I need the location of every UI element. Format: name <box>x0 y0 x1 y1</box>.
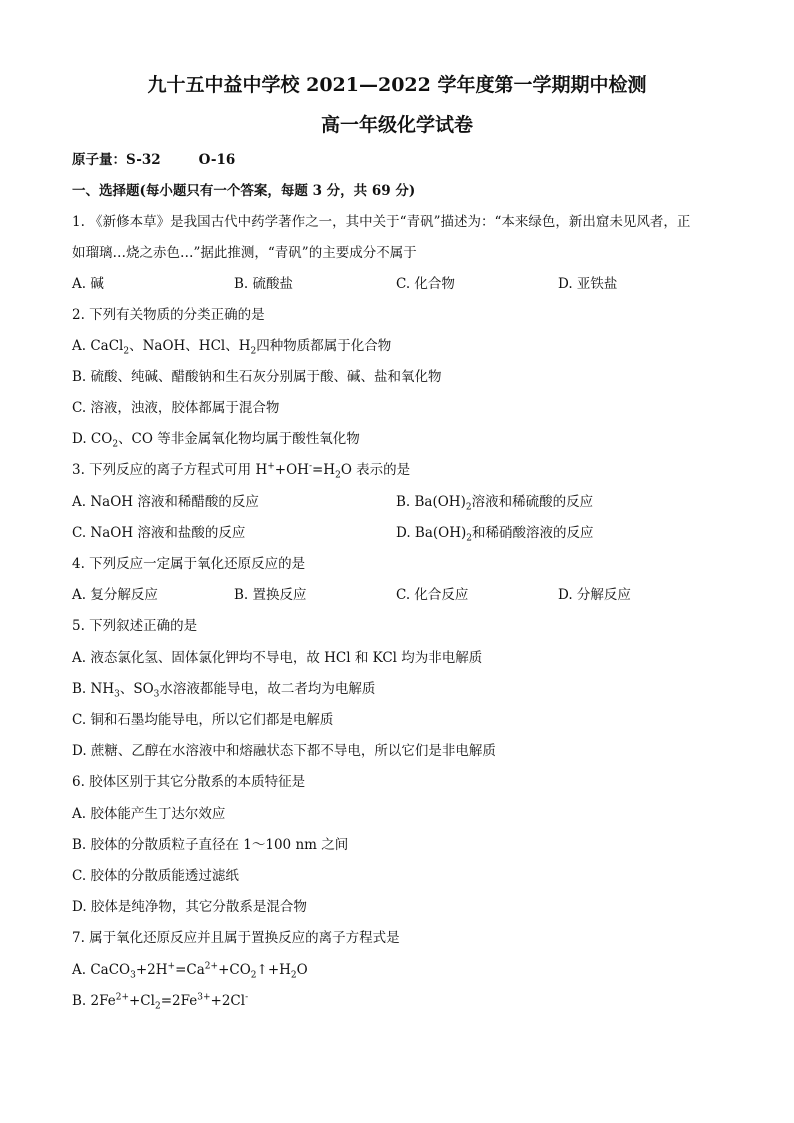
q6-option-d: D. 胶体是纯净物，其它分散系是混合物 <box>72 899 307 915</box>
q1-option-b: B. 硫酸盐 <box>234 276 294 292</box>
atomic-mass-o: O-16 <box>198 152 236 168</box>
q3-option-d: D. $Ba(OH)_2$和稀硝酸溶液的反应 <box>396 525 594 544</box>
q2-option-a: A. CaCl$_2$、NaOH、HCl、$H_2$四种物质都属于化合物 <box>72 338 392 357</box>
q1-option-c: C. 化合物 <box>396 276 455 292</box>
q1-stem-line2: 如瑠璃…烧之赤色…”据此推测，“青矾”的主要成分不属于 <box>72 245 417 261</box>
q6-stem: 6. 胶体区别于其它分散系的本质特征是 <box>72 774 306 790</box>
q5-option-d: D. 蔗糖、乙醇在水溶液中和熔融状态下都不导电，所以它们是非电解质 <box>72 743 496 759</box>
q2-option-c: C. 溶液，浊液，胶体都属于混合物 <box>72 400 280 416</box>
q3-stem: 3. 下列反应的离子方程式可用 $H^++OH^-=H_2O$ 表示的是 <box>72 461 411 481</box>
q6-option-b: B. 胶体的分散质粒子直径在 1～100 nm 之间 <box>72 837 349 853</box>
q4-stem: 4. 下列反应一定属于氧化还原反应的是 <box>72 556 306 572</box>
atomic-mass-line <box>72 150 235 170</box>
q7-option-a: A. $CaCO_3+2H^+=Ca^{2+}+CO_2↑+H_2O$ <box>72 961 308 981</box>
q3-option-c: C. NaOH 溶液和盐酸的反应 <box>72 525 246 541</box>
q4-option-a: A. 复分解反应 <box>72 587 158 603</box>
exam-subtitle: 高一年级化学试卷 <box>320 114 473 136</box>
q5-stem: 5. 下列叙述正确的是 <box>72 618 198 634</box>
q1-stem-line1: 1. 《新修本草》是我国古代中药学著作之一，其中关于“青矾”描述为：“本来绿色，新出窟未见风者，正 <box>72 214 691 230</box>
q4-option-d: D. 分解反应 <box>558 587 631 603</box>
atomic-mass-s: 原子量：S-32 <box>72 152 161 168</box>
q4-option-b: B. 置换反应 <box>234 587 307 603</box>
section-heading: 一、选择题(每小题只有一个答案，每题 3 分，共 69 分) <box>72 183 416 199</box>
q2-stem: 2. 下列有关物质的分类正确的是 <box>72 307 265 323</box>
q7-option-b: B. $2Fe^{2+}+Cl_2=2Fe^{3+}+2Cl^-$ <box>72 992 249 1012</box>
q2-option-d: D. $CO_2$、CO 等非金属氧化物均属于酸性氧化物 <box>72 431 360 450</box>
q6-option-c: C. 胶体的分散质能透过滤纸 <box>72 868 239 884</box>
exam-title: 九十五中益中学校 2021—2022 学年度第一学期期中检测 <box>147 74 647 96</box>
q3-option-b: B. $Ba(OH)_2$溶液和稀硫酸的反应 <box>396 494 594 513</box>
q2-option-b: B. 硫酸、纯碱、醋酸钠和生石灰分别属于酸、碱、盐和氧化物 <box>72 369 442 385</box>
q5-option-b: B. $NH_3$、$SO_3$水溶液都能导电，故二者均为电解质 <box>72 681 376 700</box>
q6-option-a: A. 胶体能产生丁达尔效应 <box>72 806 226 822</box>
q7-stem: 7. 属于氧化还原反应并且属于置换反应的离子方程式是 <box>72 930 400 946</box>
q1-option-d: D. 亚铁盐 <box>558 276 618 292</box>
q5-option-c: C. 铜和石墨均能导电，所以它们都是电解质 <box>72 712 334 728</box>
q1-option-a: A. 碱 <box>72 276 104 292</box>
q4-option-c: C. 化合反应 <box>396 587 469 603</box>
q3-option-a: A. NaOH 溶液和稀醋酸的反应 <box>72 494 259 510</box>
q5-option-a: A. 液态氯化氢、固体氯化钾均不导电，故 HCl 和 KCl 均为非电解质 <box>72 650 483 666</box>
